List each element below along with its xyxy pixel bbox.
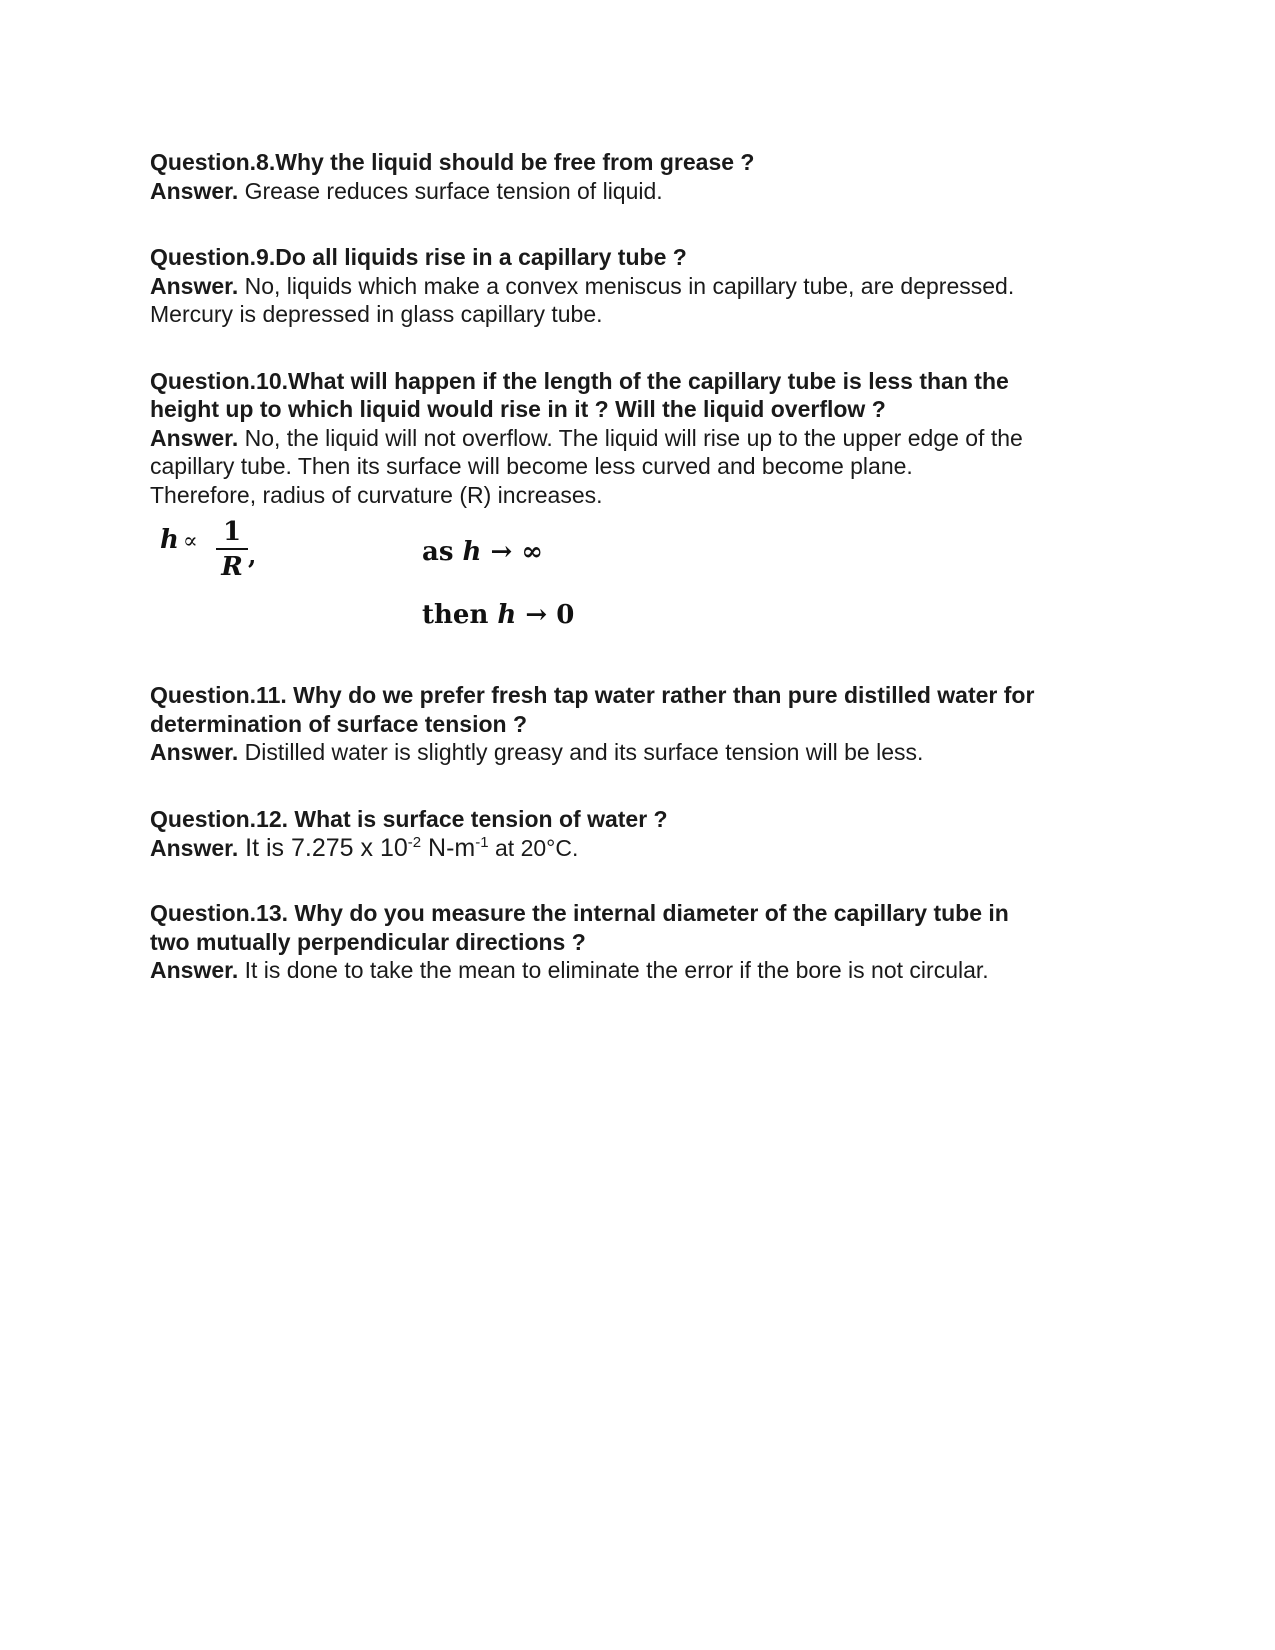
formula-then-line bbox=[422, 600, 574, 630]
formula-as-word: as bbox=[422, 537, 463, 567]
answer-10-line-3: Therefore, radius of curvature (R) increases. bbox=[150, 481, 603, 508]
question-11: Question.11. Why do we prefer fresh tap water rather than pure distilled water for bbox=[150, 682, 1035, 708]
fraction-bar bbox=[216, 548, 248, 550]
qa-block-10 bbox=[150, 367, 1120, 510]
answer-11 bbox=[150, 738, 1120, 767]
fraction-numerator: 1 bbox=[222, 517, 242, 547]
answer-text: No, the liquid will not overflow. The liquid will rise up to the upper edge of the bbox=[238, 424, 1023, 451]
formula-fraction bbox=[216, 517, 248, 582]
question-12: Question.12. What is surface tension of water ? bbox=[150, 805, 668, 832]
proportionality-formula bbox=[150, 517, 1120, 645]
answer-label: Answer. bbox=[150, 957, 239, 983]
answer-text: Distilled water is slightly greasy and its surface tension will be less. bbox=[238, 739, 924, 765]
answer-label: Answer. bbox=[150, 177, 239, 204]
question-13-line-2: two mutually perpendicular directions ? bbox=[150, 928, 586, 955]
question-9: Question.9.Do all liquids rise in a capillary tube ? bbox=[150, 244, 687, 270]
question-10: Question.10.What will happen if the length of the capillary tube is less than the bbox=[150, 367, 1009, 394]
answer-text: Grease reduces surface tension of liquid. bbox=[238, 177, 663, 204]
answer-9 bbox=[150, 272, 1120, 301]
question-11-line-2: determination of surface tension ? bbox=[150, 710, 527, 737]
answer-13 bbox=[150, 956, 1120, 985]
answer-10-line-2: capillary tube. Then its surface will become less curved and become plane. bbox=[150, 453, 913, 479]
answer-text: It is done to take the mean to eliminate the error if the bore is not circular. bbox=[238, 957, 989, 983]
answer-label: Answer. bbox=[150, 739, 239, 765]
answer-unit: N-m bbox=[421, 834, 476, 862]
formula-then-var: h bbox=[497, 600, 517, 630]
formula-lhs bbox=[160, 525, 198, 555]
formula-then-word: then bbox=[422, 600, 498, 630]
answer-value: It is 7.275 x 10 bbox=[238, 834, 408, 862]
answer-10 bbox=[150, 424, 1120, 453]
question-8: Question.8.Why the liquid should be free from grease ? bbox=[150, 149, 755, 175]
fraction-denominator: R bbox=[221, 552, 243, 582]
formula-then-rest: → 0 bbox=[516, 600, 575, 630]
answer-text: No, liquids which make a convex meniscus in capillary tube, are depressed. bbox=[238, 272, 1015, 299]
formula-as-line bbox=[422, 537, 543, 567]
answer-label: Answer. bbox=[150, 424, 239, 451]
qa-block-12 bbox=[150, 805, 1120, 864]
proportional-symbol: ∝ bbox=[182, 529, 198, 554]
answer-label: Answer. bbox=[150, 835, 239, 861]
answer-label: Answer. bbox=[150, 272, 239, 299]
qa-block-8 bbox=[150, 148, 1120, 205]
qa-block-11 bbox=[150, 681, 1120, 767]
question-13: Question.13. Why do you measure the internal diameter of the capillary tube in bbox=[150, 900, 1009, 926]
qa-block-13 bbox=[150, 899, 1120, 985]
formula-as-rest: → ∞ bbox=[481, 537, 543, 567]
answer-temperature: at 20°C. bbox=[488, 835, 579, 861]
qa-block-9 bbox=[150, 243, 1120, 329]
document-page bbox=[150, 148, 1120, 985]
answer-8 bbox=[150, 177, 1120, 206]
exponent-1: -2 bbox=[407, 834, 422, 851]
formula-var-h: h bbox=[160, 525, 179, 555]
answer-9-line-2: Mercury is depressed in glass capillary tube. bbox=[150, 301, 603, 327]
exponent-2: -1 bbox=[475, 834, 489, 851]
formula-comma: , bbox=[248, 541, 257, 570]
question-10-line-2: height up to which liquid would rise in it ? Will the liquid overflow ? bbox=[150, 396, 886, 422]
answer-12 bbox=[150, 833, 1120, 863]
formula-as-var: h bbox=[462, 537, 482, 567]
